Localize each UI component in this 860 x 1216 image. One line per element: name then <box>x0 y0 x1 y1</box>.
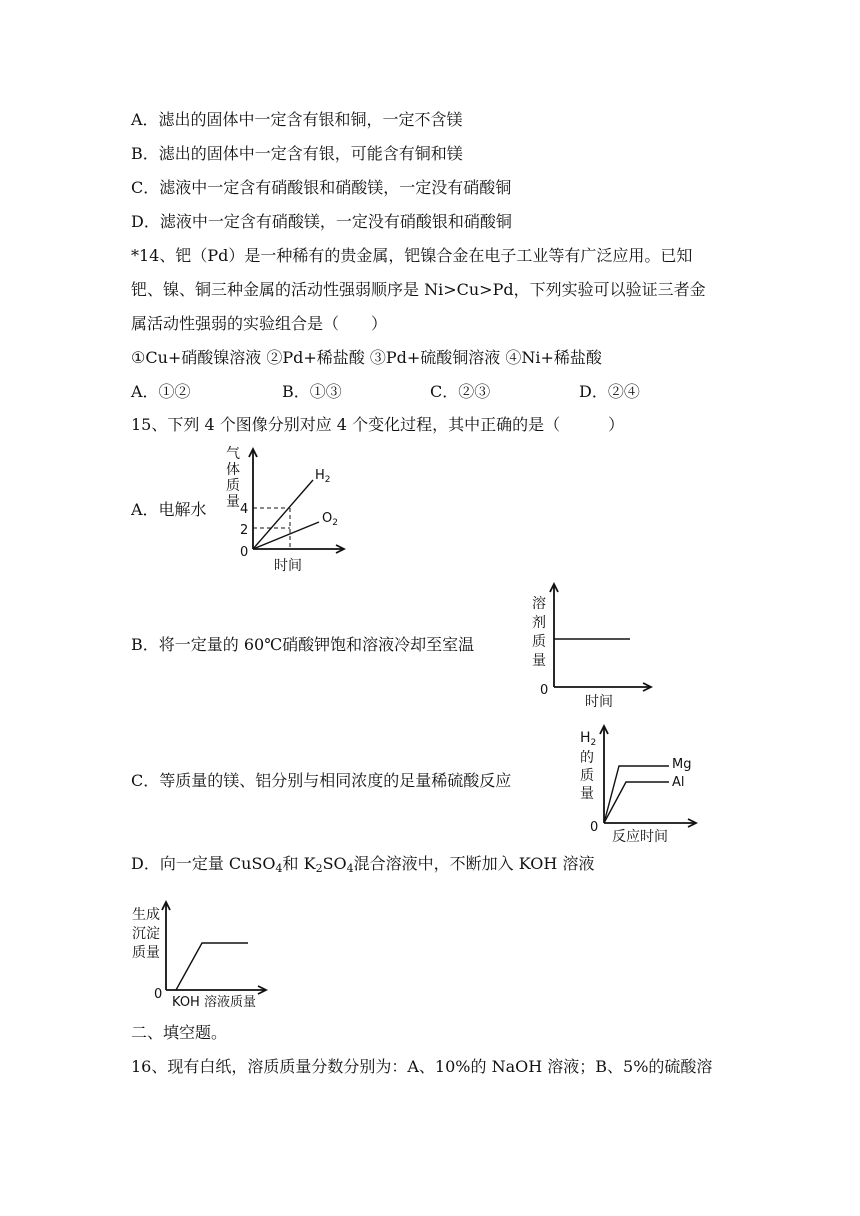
chart-c-ylabel-top: $H_2$ <box>580 730 597 748</box>
chart-c-label-mg: Mg <box>672 757 692 772</box>
chart-b-ylabel-4: 量 <box>532 653 546 669</box>
chart-a-line-h2 <box>253 480 313 549</box>
chart-b-ylabel-1: 溶 <box>532 596 546 612</box>
chart-a-label-o2: $O_2$ <box>322 511 338 528</box>
chart-d-ylabel-3: 质量 <box>132 945 160 961</box>
chart-a-ytick-4: 4 <box>240 502 249 517</box>
chart-d-xlabel: KOH 溶液质量 <box>172 995 256 1010</box>
chart-d <box>130 900 270 1010</box>
q15-stem: 15、下列 4 个图像分别对应 4 个变化过程，其中正确的是（ ） <box>131 415 625 434</box>
chart-a-xlabel: 时间 <box>274 558 302 574</box>
chart-a-ylabel-4: 量 <box>226 494 240 510</box>
chart-a-label-h2: $H_2$ <box>315 468 331 485</box>
chart-c-label-al: Al <box>672 775 685 790</box>
q14-option-c: C．②③ <box>430 382 491 401</box>
chart-b-xlabel: 时间 <box>585 694 613 710</box>
chart-a-ylabel-2: 体 <box>226 462 240 478</box>
chart-d-ylabel-1: 生成 <box>132 907 160 923</box>
q13-option-c: C．滤液中一定含有硝酸银和硝酸镁，一定没有硝酸铜 <box>131 178 512 197</box>
q13-option-d: D．滤液中一定含有硝酸镁，一定没有硝酸银和硝酸铜 <box>131 212 512 231</box>
chart-c-ylabel-2: 质 <box>580 768 594 784</box>
q14-option-b: B．①③ <box>282 382 342 401</box>
q14-experiments: ①Cu+硝酸镍溶液 ②Pd+稀盐酸 ③Pd+硫酸铜溶液 ④Ni+稀盐酸 <box>131 348 602 367</box>
chart-c <box>574 724 704 844</box>
chart-a <box>222 446 352 576</box>
q14-stem-line1: *14、钯（Pd）是一种稀有的贵金属，钯镍合金在电子工业等有广泛应用。已知 <box>131 246 693 265</box>
chart-a-ylabel-1: 气 <box>226 446 240 462</box>
chart-c-origin: 0 <box>590 820 599 835</box>
chart-a-ylabel-3: 质 <box>226 478 240 494</box>
chart-a-origin: 0 <box>240 545 249 560</box>
q14-option-d: D．②④ <box>579 382 640 401</box>
q15-option-a: A．电解水 <box>131 500 207 519</box>
chart-c-line-mg <box>604 766 669 823</box>
q16-stem: 16、现有白纸，溶质质量分数分别为：A、10%的 NaOH 溶液；B、5%的硫酸溶 <box>131 1057 713 1076</box>
q13-option-a: A．滤出的固体中一定含有银和铜，一定不含镁 <box>131 110 463 129</box>
q13-option-b: B．滤出的固体中一定含有银，可能含有铜和镁 <box>131 144 463 163</box>
chart-d-ylabel-2: 沉淀 <box>132 926 160 942</box>
chart-b-ylabel-2: 剂 <box>532 615 546 631</box>
q14-option-a: A．①② <box>131 382 191 401</box>
chart-a-line-o2 <box>253 522 319 549</box>
section-title: 二、填空题。 <box>131 1023 228 1042</box>
q15-option-b: B．将一定量的 60℃硝酸钾饱和溶液冷却至室温 <box>131 635 475 654</box>
chart-d-line <box>176 943 248 990</box>
chart-c-ylabel-1: 的 <box>580 750 594 766</box>
chart-b-ylabel-3: 质 <box>532 634 546 650</box>
q14-stem-line3: 属活动性强弱的实验组合是（ ） <box>131 314 388 333</box>
q14-stem-line2: 钯、镍、铜三种金属的活动性强弱顺序是 Ni>Cu>Pd，下列实验可以验证三者金 <box>131 280 706 299</box>
chart-c-xlabel: 反应时间 <box>612 829 668 845</box>
q15-option-c: C．等质量的镁、铝分别与相同浓度的足量稀硫酸反应 <box>131 771 512 790</box>
chart-b-origin: 0 <box>540 683 549 698</box>
chart-c-ylabel-3: 量 <box>580 786 594 802</box>
q15-option-d: D．向一定量 CuSO$_4$和 $K_2SO_4$混合溶液中，不断加入 KOH 溶液 <box>131 854 595 875</box>
chart-b <box>524 580 659 710</box>
chart-d-origin: 0 <box>154 987 163 1002</box>
chart-a-ytick-2: 2 <box>240 523 249 538</box>
